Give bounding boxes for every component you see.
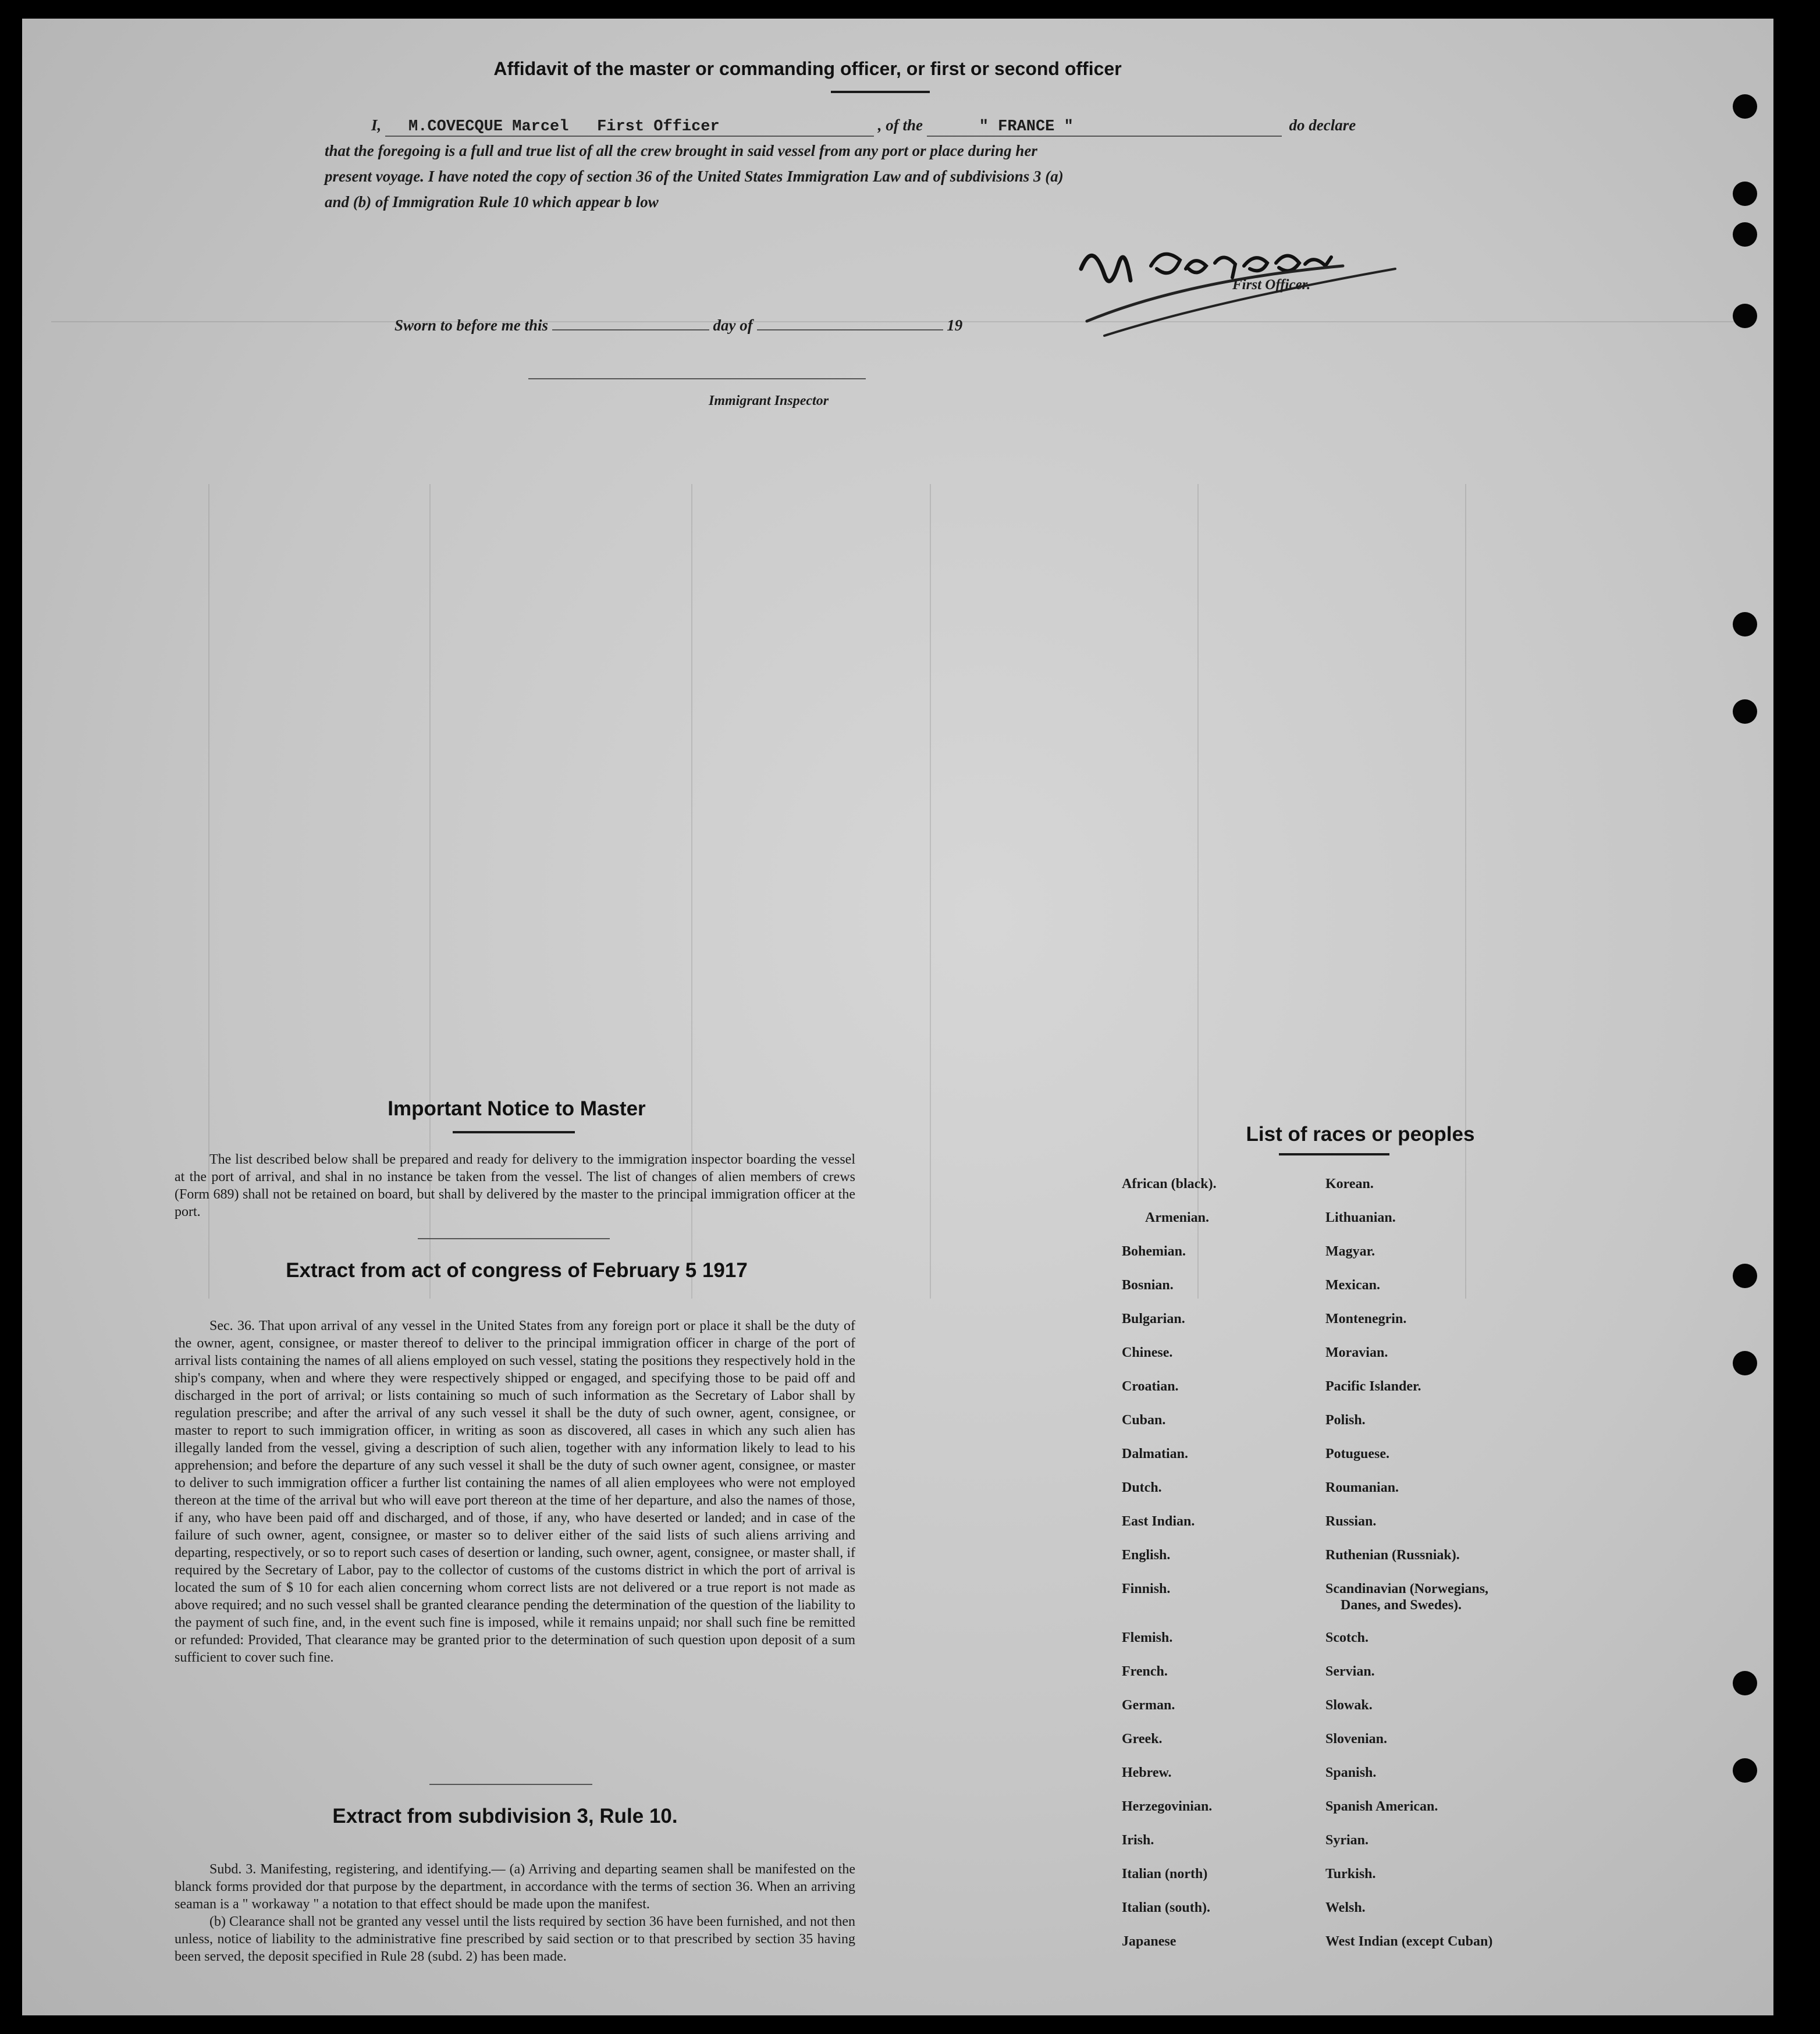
race-item: Russian. (1325, 1514, 1377, 1529)
sworn-month-field (757, 329, 943, 330)
race-item: Syrian. (1325, 1833, 1369, 1848)
affidavit-title: Affidavit of the master or commanding officer, or first or second officer (493, 58, 1122, 79)
declarant-field (385, 116, 874, 137)
race-item: Chinese. (1122, 1345, 1173, 1360)
race-item: Montenegrin. (1325, 1311, 1407, 1327)
extract-rule-title: Extract from subdivision 3, Rule 10. (332, 1805, 678, 1827)
notice-title: Important Notice to Master (388, 1097, 646, 1120)
sworn-day-label: day of (713, 317, 753, 334)
race-item: Hebrew. (1122, 1765, 1172, 1780)
race-item: Japanese (1122, 1934, 1176, 1949)
race-item: Potuguese. (1325, 1446, 1389, 1462)
race-item: Italian (north) (1122, 1866, 1208, 1882)
section-36-text (175, 1317, 855, 1666)
race-item: Cuban. (1122, 1413, 1166, 1428)
race-item: Flemish. (1122, 1630, 1173, 1645)
sworn-day-field (552, 329, 709, 330)
race-item: Spanish American. (1325, 1799, 1438, 1814)
inspector-label: Immigrant Inspector (709, 393, 829, 408)
affidavit-pronoun: I, (371, 116, 382, 134)
vessel-field (927, 116, 1282, 137)
punch-hole (1733, 222, 1757, 247)
race-item: Bosnian. (1122, 1278, 1174, 1293)
of-the-label: , of the (877, 116, 923, 134)
race-item: Moravian. (1325, 1345, 1388, 1360)
declarant-name: M.COVECQUE Marcel First Officer (408, 118, 720, 136)
race-item-continuation: Danes, and Swedes). (1341, 1598, 1462, 1613)
race-item: Mexican. (1325, 1278, 1380, 1293)
affidavit-line-4: and (b) of Immigration Rule 10 which appear b low (325, 193, 659, 211)
race-item: Bulgarian. (1122, 1311, 1185, 1327)
race-item: Bohemian. (1122, 1244, 1186, 1259)
punch-hole (1733, 1264, 1757, 1288)
race-item: Magyar. (1325, 1244, 1375, 1259)
sworn-year-label: 19 (947, 317, 963, 334)
punch-hole (1733, 699, 1757, 724)
section-divider (418, 1238, 610, 1239)
affidavit-title-rule (831, 91, 930, 93)
punch-hole (1733, 94, 1757, 119)
races-title-rule (1279, 1153, 1389, 1155)
bleed-through-column-line (930, 484, 931, 1299)
affidavit-line-3: present voyage. I have noted the copy of section 36 of the United States Immigration Law and of subdivisions 3 (a) (325, 168, 1064, 185)
section-divider (429, 1784, 592, 1785)
notice-title-rule (453, 1131, 575, 1133)
rule-10-paragraph-b: (b) Clearance shall not be granted any vessel until the lists required by section 36 have been furnished, and not then unless, notice of liability to the administrative fine prescribed by said section or to that prescribed by section 35 having been served, the deposit specified in Rule 28 (subd. 2) has been made. (175, 1914, 855, 1964)
punch-hole (1733, 182, 1757, 206)
race-item: Korean. (1325, 1176, 1374, 1192)
race-item: Lithuanian. (1325, 1210, 1396, 1225)
race-item: Spanish. (1325, 1765, 1377, 1780)
race-item: Servian. (1325, 1664, 1375, 1679)
rule-10-paragraph-a: Subd. 3. Manifesting, registering, and identifying.— (a) Arriving and departing seamen shall be manifested on the blanck forms provided dor that purpose by the department, in accordance with the terms of section 36. When an arriving seaman is a " workaway " a notation to that effect should be made upon the manifest. (175, 1862, 855, 1912)
sworn-prefix: Sworn to before me this (394, 317, 549, 334)
race-item: Armenian. (1145, 1210, 1209, 1225)
race-item: German. (1122, 1698, 1175, 1713)
notice-paragraph: The list described below shall be prepared and ready for delivery to the immigration inspector boarding the vessel at the port of arrival, and shal in no instance be taken from the vessel. The list of changes of alien members of crews (Form 689) shall not be retained on board, but shall by delivered by the master to the principal immigration officer at the port. (175, 1152, 855, 1219)
race-item: African (black). (1122, 1176, 1217, 1192)
bleed-through-column-line (1465, 484, 1466, 1299)
punch-hole (1733, 1758, 1757, 1783)
section-36-paragraph: Sec. 36. That upon arrival of any vessel in the United States from any foreign port or place it shall be the duty of the owner, agent, consignee, or master thereof to deliver to the principal immigration officer in charge of the port of arrival lists containing the names of all aliens employed on such vessel, stating the positions they respectively hold in the ship's company, when and where they were respectively shipped or engaged, and specifying those to be paid off and discharged in the port of arrival; or lists containing so much of such information as the Secretary of Labor shall by regulation prescribe; and after the arrival of any such vessel it shall be the duty of such owner, agent, consignee, or master to report to such immigration officer, in writing as soon as discovered, all cases in which any such alien has illegally landed from the vessel, giving a description of such alien, together with any information likely to lead to his apprehension; and before the departure of any such vessel it shall be the duty of such owner agent, consignee, or master to deliver to such immigration officer a further list containing the names of all alien employees who were not employed thereon at the time of the arrival but who will eave port thereon at the time of her departure, and also the names of those, if any, who have been paid off and discharged, and of those, if any, who have deserted or landed; and in case of the failure of such owner, agent, consignee, or master so to deliver either of the said lists of such aliens arriving and departing, respectively, or so to report such cases of desertion or landing, such owner, agent, consignee, or master shall, if required by the Secretary of Labor, pay to the collector of customs of the customs district in which the port of arrival is located the sum of $ 10 for each alien concerning whom correct lists are not delivered or a true report is not made as above required; and no such vessel shall be granted clearance pending the determination of the question of the liability to the payment of such fine, and, in the event such fine is imposed, while it remains unpaid; nor shall such fine be remitted or refunded: Provided, That clearance may be granted prior to the determination of such question upon deposit of a sum sufficient to cover such fine. (175, 1318, 855, 1665)
race-item: Ruthenian (Russniak). (1325, 1548, 1460, 1563)
race-item: East Indian. (1122, 1514, 1195, 1529)
race-item: Croatian. (1122, 1379, 1179, 1394)
inspector-signature-line (528, 378, 866, 379)
race-item: Dutch. (1122, 1480, 1162, 1495)
race-item: Greek. (1122, 1731, 1163, 1747)
notice-text (175, 1151, 855, 1221)
document-page (22, 19, 1773, 2015)
race-item: Pacific Islander. (1325, 1379, 1421, 1394)
punch-hole (1733, 304, 1757, 328)
race-item: Italian (south). (1122, 1900, 1211, 1915)
race-item: English. (1122, 1548, 1171, 1563)
affidavit-line-2: that the foregoing is a full and true list of all the crew brought in said vessel from any port or place during her (325, 142, 1037, 159)
race-item: West Indian (except Cuban) (1325, 1934, 1493, 1949)
sworn-line (394, 317, 962, 335)
race-item: Slowak. (1325, 1698, 1373, 1713)
race-item: Irish. (1122, 1833, 1154, 1848)
extract-act-title: Extract from act of congress of February 5 1917 (286, 1259, 748, 1282)
punch-hole (1733, 1351, 1757, 1375)
do-declare-label: do declare (1289, 116, 1356, 134)
officer-title-label: First Officer. (1232, 277, 1311, 293)
race-item: Roumanian. (1325, 1480, 1399, 1495)
punch-hole (1733, 1671, 1757, 1695)
race-item: Welsh. (1325, 1900, 1366, 1915)
race-item: French. (1122, 1664, 1168, 1679)
race-item: Herzegovinian. (1122, 1799, 1213, 1814)
affidavit-line-1 (371, 116, 1356, 137)
punch-hole (1733, 612, 1757, 636)
rule-10-text (175, 1861, 855, 1965)
race-item: Polish. (1325, 1413, 1366, 1428)
race-item: Turkish. (1325, 1866, 1376, 1882)
race-item: Finnish. (1122, 1581, 1171, 1596)
race-item: Dalmatian. (1122, 1446, 1188, 1462)
races-title: List of races or peoples (1246, 1123, 1475, 1146)
race-item: Scandinavian (Norwegians, (1325, 1581, 1489, 1596)
vessel-name: " FRANCE " (979, 118, 1073, 136)
race-item: Slovenian. (1325, 1731, 1388, 1747)
race-item: Scotch. (1325, 1630, 1368, 1645)
